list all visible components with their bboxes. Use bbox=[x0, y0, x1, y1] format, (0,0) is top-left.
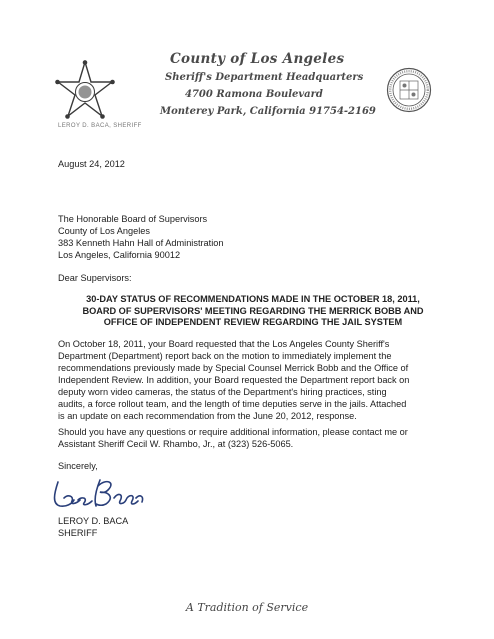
logo-caption: LEROY D. BACA, SHERIFF bbox=[58, 123, 142, 129]
subject-heading bbox=[58, 294, 448, 329]
recipient-line: County of Los Angeles bbox=[58, 226, 150, 236]
letterhead-street: 4700 Ramona Boulevard bbox=[185, 89, 323, 100]
letterhead-city: Monterey Park, California 91754-2169 bbox=[160, 106, 376, 117]
paragraph-line: deputy worn video cameras, the status of the Department's hiring practices, sting bbox=[58, 387, 387, 397]
subject-line: 30-DAY STATUS OF RECOMMENDATIONS MADE IN THE OCTOBER 18, 2011, bbox=[86, 294, 420, 304]
paragraph-line: On October 18, 2011, your Board requested that the Los Angeles County Sheriff's bbox=[58, 339, 390, 349]
letterhead-county: County of Los Angeles bbox=[170, 51, 345, 67]
subject-line: OFFICE OF INDEPENDENT REVIEW REGARDING THE JAIL SYSTEM bbox=[103, 317, 403, 327]
paragraph-line: recommendations previously made by Special Counsel Merrick Bobb and the Office of bbox=[58, 363, 409, 373]
footer-motto: A Tradition of Service bbox=[185, 601, 309, 614]
signer-title: SHERIFF bbox=[58, 528, 98, 538]
salutation: Dear Supervisors: bbox=[58, 273, 132, 283]
paragraph-line: Department (Department) report back on the motion to immediately implement the bbox=[58, 351, 392, 361]
paragraph-line: is an update on each recommendation from the June 20, 2012, response. bbox=[58, 411, 357, 421]
paragraph-line: audits, a force rollout team, and the length of time deputies serve in the jails. Attached bbox=[58, 399, 407, 409]
signer-name: LEROY D. BACA bbox=[58, 516, 129, 526]
recipient-address bbox=[58, 213, 223, 261]
subject-line: BOARD OF SUPERVISORS' MEETING REGARDING THE MERRICK BOBB AND bbox=[82, 305, 424, 316]
body-paragraph bbox=[58, 338, 458, 422]
closing: Sincerely, bbox=[58, 461, 98, 471]
paragraph-line: Assistant Sheriff Cecil W. Rhambo, Jr., at (323) 526-5065. bbox=[58, 439, 294, 449]
signature-image bbox=[50, 474, 146, 514]
paragraph-line: Independent Review. In addition, your Board requested the Department report back on bbox=[58, 375, 410, 385]
signer-block bbox=[58, 515, 128, 539]
body-paragraph bbox=[58, 426, 458, 450]
letter-date: August 24, 2012 bbox=[58, 159, 125, 169]
recipient-line: The Honorable Board of Supervisors bbox=[58, 214, 208, 224]
recipient-line: Los Angeles, California 90012 bbox=[58, 250, 181, 260]
recipient-line: 383 Kenneth Hahn Hall of Administration bbox=[58, 238, 224, 248]
county-seal-logo bbox=[386, 67, 432, 113]
sheriff-star-logo bbox=[52, 60, 118, 122]
letterhead-department: Sheriff's Department Headquarters bbox=[165, 72, 364, 83]
paragraph-line: Should you have any questions or require additional information, please contact me or bbox=[58, 427, 408, 437]
